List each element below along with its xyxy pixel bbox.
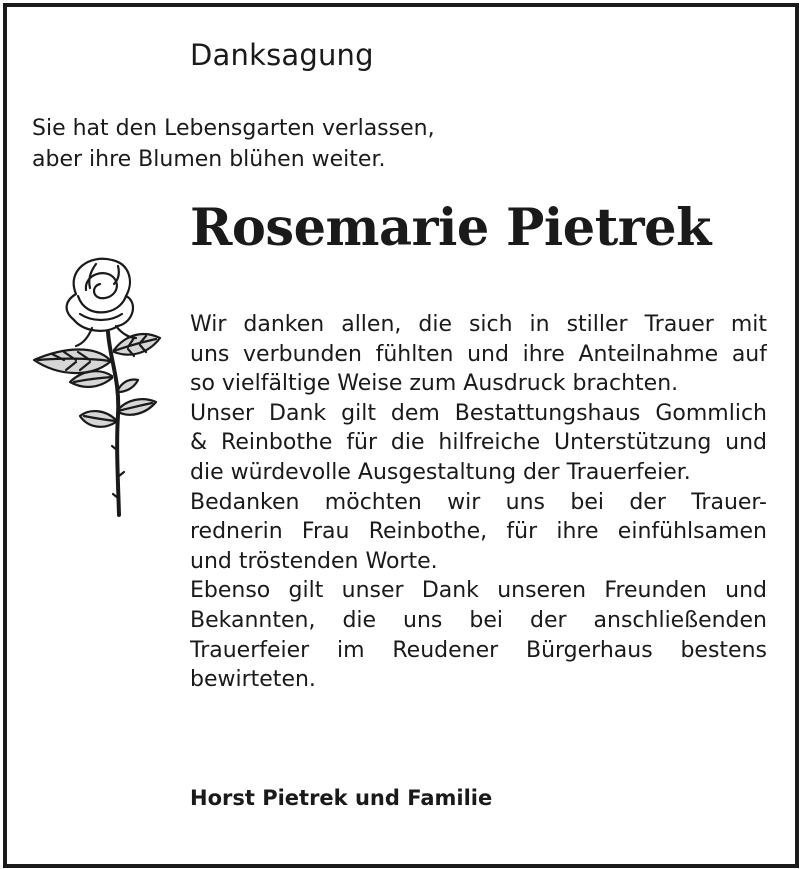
motto-line: Sie hat den Lebensgarten verlassen, [32,116,435,141]
body-line: Bedanken möchten wir uns bei der Trauer- [190,489,767,515]
body-line: bewirteten. [190,667,316,693]
body-line: Wir danken allen, die sich in stiller Trauer mit [190,312,767,337]
body-line: rednerin Frau Reinbothe, für ihre einfühlsamen [190,519,767,545]
body-line: & Reinbothe für die hilfreiche Unterstützung und [190,430,767,456]
notice-heading: Danksagung [190,38,374,72]
body-line: Bekannten, die uns bei der anschließenden [190,607,767,633]
rose-icon [30,250,170,520]
body-line: und tröstenden Worte. [190,548,438,574]
deceased-name: Rosemarie Pietrek [190,198,711,258]
body-line: Unser Dank gilt dem Bestattungshaus Gommlich [190,400,767,426]
motto-line: aber ihre Blumen blühen weiter. [32,147,386,172]
body-line: so vielfältige Weise zum Ausdruck brachten. [190,371,679,397]
body-line: Trauerfeier im Reudener Bürgerhaus bestens [190,637,767,663]
body-line: uns verbunden fühlten und ihre Anteilnahme auf [190,341,767,367]
body-line: die würdevolle Ausgestaltung der Trauerfeier. [190,459,691,485]
motto [32,113,435,175]
body-line: Ebenso gilt unser Dank unseren Freunden und [190,578,767,604]
signature: Horst Pietrek und Familie [190,786,493,810]
body-text [190,310,767,695]
